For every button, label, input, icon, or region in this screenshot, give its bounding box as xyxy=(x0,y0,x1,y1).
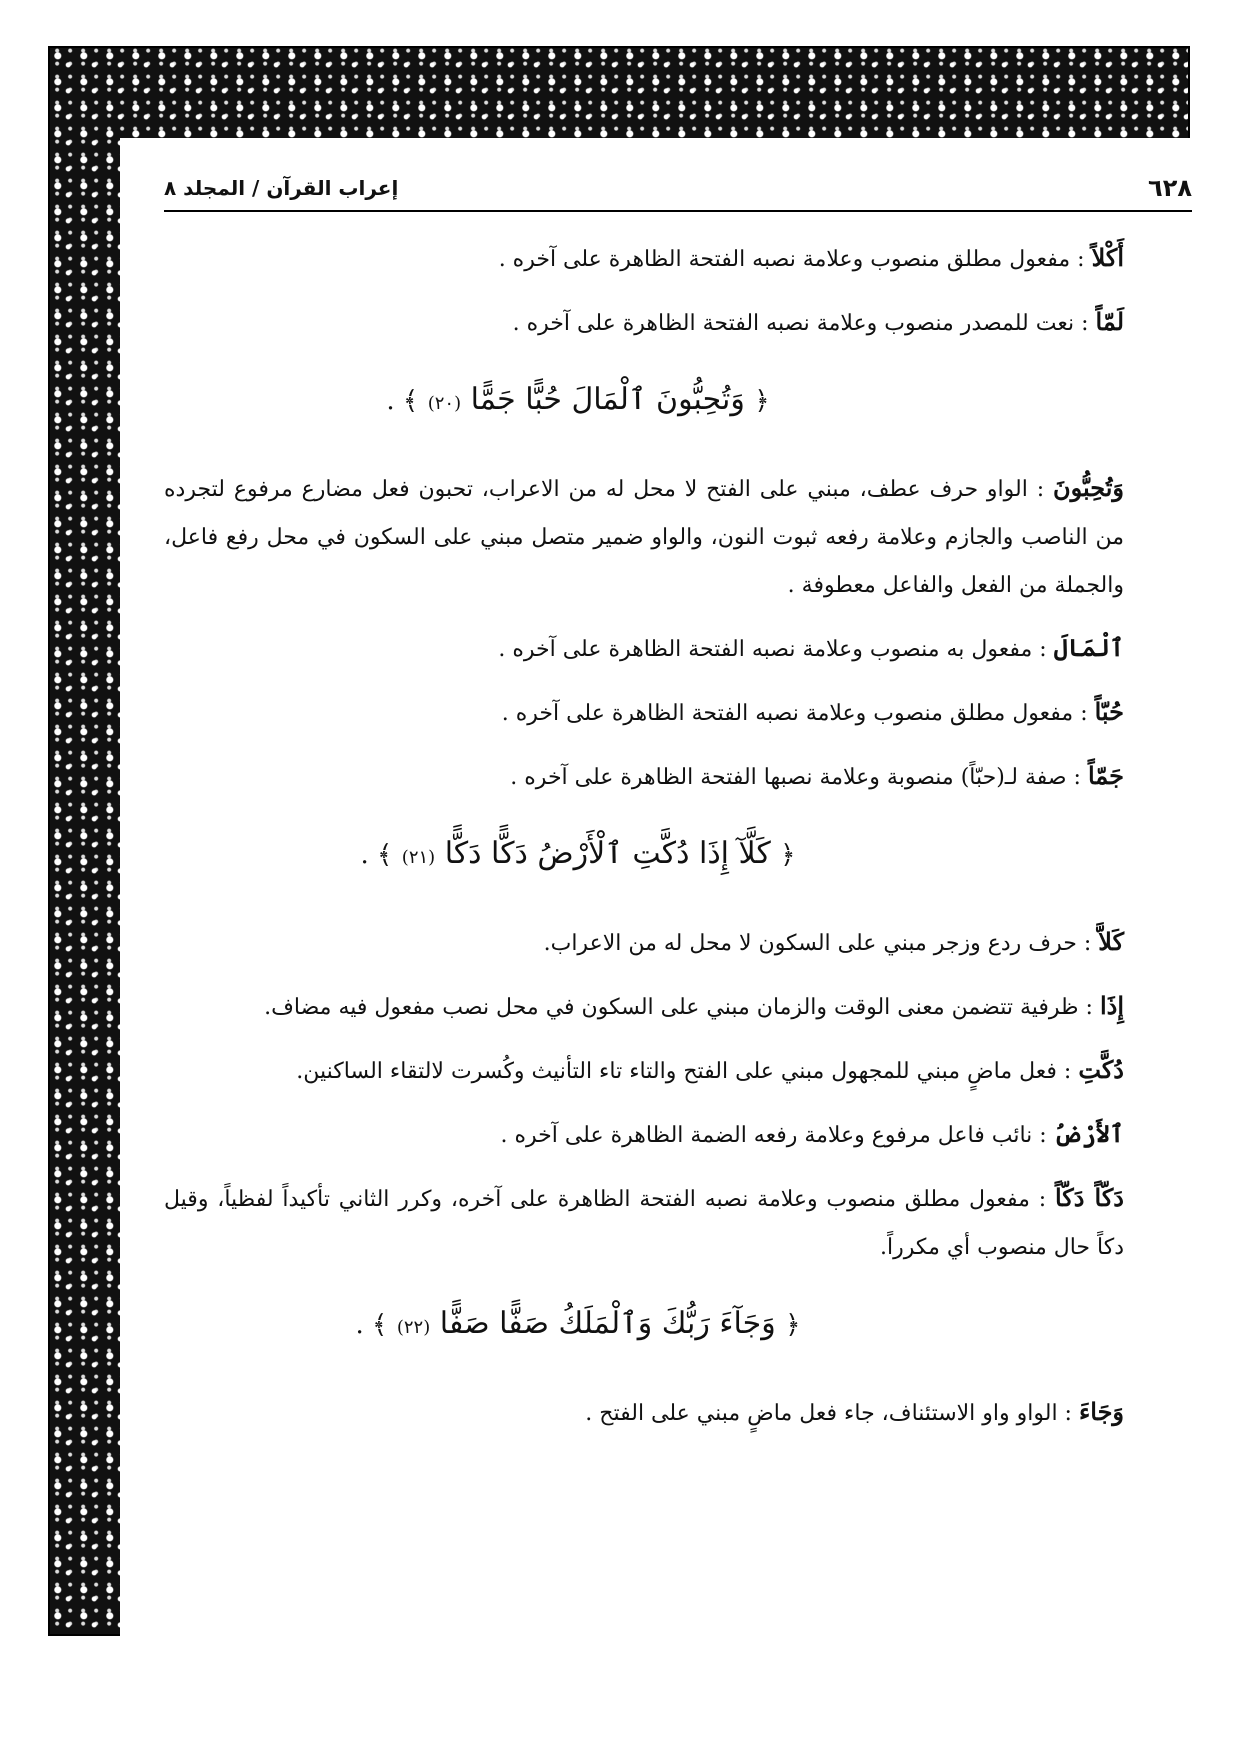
ayah-number: (٢١) xyxy=(401,847,436,868)
quran-verse xyxy=(164,824,1192,888)
entry-term: وَتُحِبُّونَ xyxy=(1052,473,1124,502)
quran-verse xyxy=(164,1294,1192,1358)
entry-text: حرف ردع وزجر مبني على السكون لا محل له من الاعراب. xyxy=(543,931,1077,956)
entry-term: ٱلأَرْضُ xyxy=(1053,1119,1124,1148)
entry-term: حُبّاً xyxy=(1094,697,1124,726)
entry: حُبّاً : مفعول مطلق منصوب وعلامة نصبه الفتحة الظاهرة على آخره . xyxy=(501,697,1124,726)
entry-text: نعت للمصدر منصوب وعلامة نصبه الفتحة الظاهرة على آخره . xyxy=(512,311,1075,336)
entry-term: دَكّاً دَكّاً xyxy=(1054,1183,1124,1212)
entry: ٱلْمَالَ : مفعول به منصوب وعلامة نصبه الفتحة الظاهرة على آخره . xyxy=(498,633,1124,662)
entry-text: الواو واو الاستئناف، جاء فعل ماضٍ مبني على الفتح . xyxy=(585,1401,1058,1426)
entry: جَمّاً : صفة لـ(حبّاً) منصوبة وعلامة نصبها الفتحة الظاهرة على آخره . xyxy=(510,761,1124,790)
entry-term: إِذَا xyxy=(1099,991,1124,1020)
entry-term: ٱلْمَالَ xyxy=(1053,633,1124,662)
page-content xyxy=(164,234,1192,1452)
decorative-border xyxy=(48,46,1190,1636)
entry-text: مفعول مطلق منصوب وعلامة نصبه الفتحة الظاهرة على آخره . xyxy=(501,701,1074,726)
entry-text: فعل ماضٍ مبني للمجهول مبني على الفتح والتاء تاء التأنيث وكُسرت لالتقاء الساكنين. xyxy=(296,1059,1057,1084)
entry: دُكَّتِ : فعل ماضٍ مبني للمجهول مبني على الفتح والتاء تاء التأنيث وكُسرت لالتقاء الساكنين. xyxy=(296,1055,1124,1084)
entry-text: صفة لـ(حبّاً) منصوبة وعلامة نصبها الفتحة الظاهرة على آخره . xyxy=(510,765,1067,790)
entry-term: دُكَّتِ xyxy=(1078,1055,1124,1084)
quran-verse xyxy=(164,370,1192,434)
entry: دَكّاً دَكّاً : مفعول مطلق منصوب وعلامة نصبه الفتحة الظاهرة على آخره، وكرر الثاني تأكيداً لفظياً، وقيل دكاً حال منصوب أي مكرراً. xyxy=(164,1183,1124,1260)
entry-term: كَلاَّ xyxy=(1098,927,1124,956)
verse-text: كَلَّآ إِذَا دُكَّتِ ٱلْأَرْضُ دَكًّا دَكًّا xyxy=(444,836,771,871)
entry-term: وَجَاءَ xyxy=(1078,1397,1124,1426)
entry-text: ظرفية تتضمن معنى الوقت والزمان مبني على السكون في محل نصب مفعول فيه مضاف. xyxy=(264,995,1079,1020)
entry: وَتُحِبُّونَ : الواو حرف عطف، مبني على الفتح لا محل له من الاعراب، تحبون فعل مضارع مرفوع لتجرده من الناصب والجازم وعلامة رفعه ثبوت النون، والواو ضمير متصل مبني على السكون في محل رفع فاعل، والجملة من الفعل والفاعل معطوفة . xyxy=(164,473,1124,598)
ayah-number: (٢٠) xyxy=(427,393,462,414)
entry: كَلاَّ : حرف ردع وزجر مبني على السكون لا محل له من الاعراب. xyxy=(543,927,1124,956)
verse-close-bracket: ﴾ . xyxy=(360,840,393,870)
entry: لَمّاً : نعت للمصدر منصوب وعلامة نصبه الفتحة الظاهرة على آخره . xyxy=(512,307,1124,336)
entry-text: نائب فاعل مرفوع وعلامة رفعه الضمة الظاهرة على آخره . xyxy=(500,1123,1033,1148)
entry-term: جَمّاً xyxy=(1087,761,1124,790)
verse-open-bracket: ﴿ xyxy=(780,840,796,870)
entry: وَجَاءَ : الواو واو الاستئناف، جاء فعل ماضٍ مبني على الفتح . xyxy=(585,1397,1124,1426)
verse-text: وَجَآءَ رَبُّكَ وَٱلْمَلَكُ صَفًّا صَفًّا xyxy=(439,1306,776,1341)
running-title: إعراب القرآن / المجلد ٨ xyxy=(164,176,399,200)
page-body xyxy=(120,138,1216,1666)
verse-close-bracket: ﴾ . xyxy=(355,1310,388,1340)
entry: أَكْلاً : مفعول مطلق منصوب وعلامة نصبه الفتحة الظاهرة على آخره . xyxy=(498,243,1124,272)
entry-text: الواو حرف عطف، مبني على الفتح لا محل له من الاعراب، تحبون فعل مضارع مرفوع لتجرده من الناصب والجازم وعلامة رفعه ثبوت النون، والواو ضمير متصل مبني على السكون في محل رفع فاعل، والجملة من الفعل والفاعل معطوفة . xyxy=(164,477,1124,598)
entry-text: مفعول مطلق منصوب وعلامة نصبه الفتحة الظاهرة على آخره، وكرر الثاني تأكيداً لفظياً، وقيل دكاً حال منصوب أي مكرراً. xyxy=(164,1187,1124,1260)
entry-term: لَمّاً xyxy=(1095,307,1124,336)
page-number: ٦٢٨ xyxy=(1148,174,1192,202)
ayah-number: (٢٢) xyxy=(396,1317,431,1338)
entry-text: مفعول به منصوب وعلامة نصبه الفتحة الظاهرة على آخره . xyxy=(498,637,1033,662)
verse-open-bracket: ﴿ xyxy=(785,1310,801,1340)
entry: إِذَا : ظرفية تتضمن معنى الوقت والزمان مبني على السكون في محل نصب مفعول فيه مضاف. xyxy=(264,991,1124,1020)
entry-term: أَكْلاً xyxy=(1091,243,1124,272)
verse-open-bracket: ﴿ xyxy=(754,386,770,416)
verse-text: وَتُحِبُّونَ ٱلْمَالَ حُبًّا جَمًّا xyxy=(470,382,745,417)
verse-close-bracket: ﴾ . xyxy=(386,386,419,416)
page-header xyxy=(164,166,1192,212)
entry: ٱلأَرْضُ : نائب فاعل مرفوع وعلامة رفعه الضمة الظاهرة على آخره . xyxy=(500,1119,1124,1148)
entry-text: مفعول مطلق منصوب وعلامة نصبه الفتحة الظاهرة على آخره . xyxy=(498,247,1071,272)
